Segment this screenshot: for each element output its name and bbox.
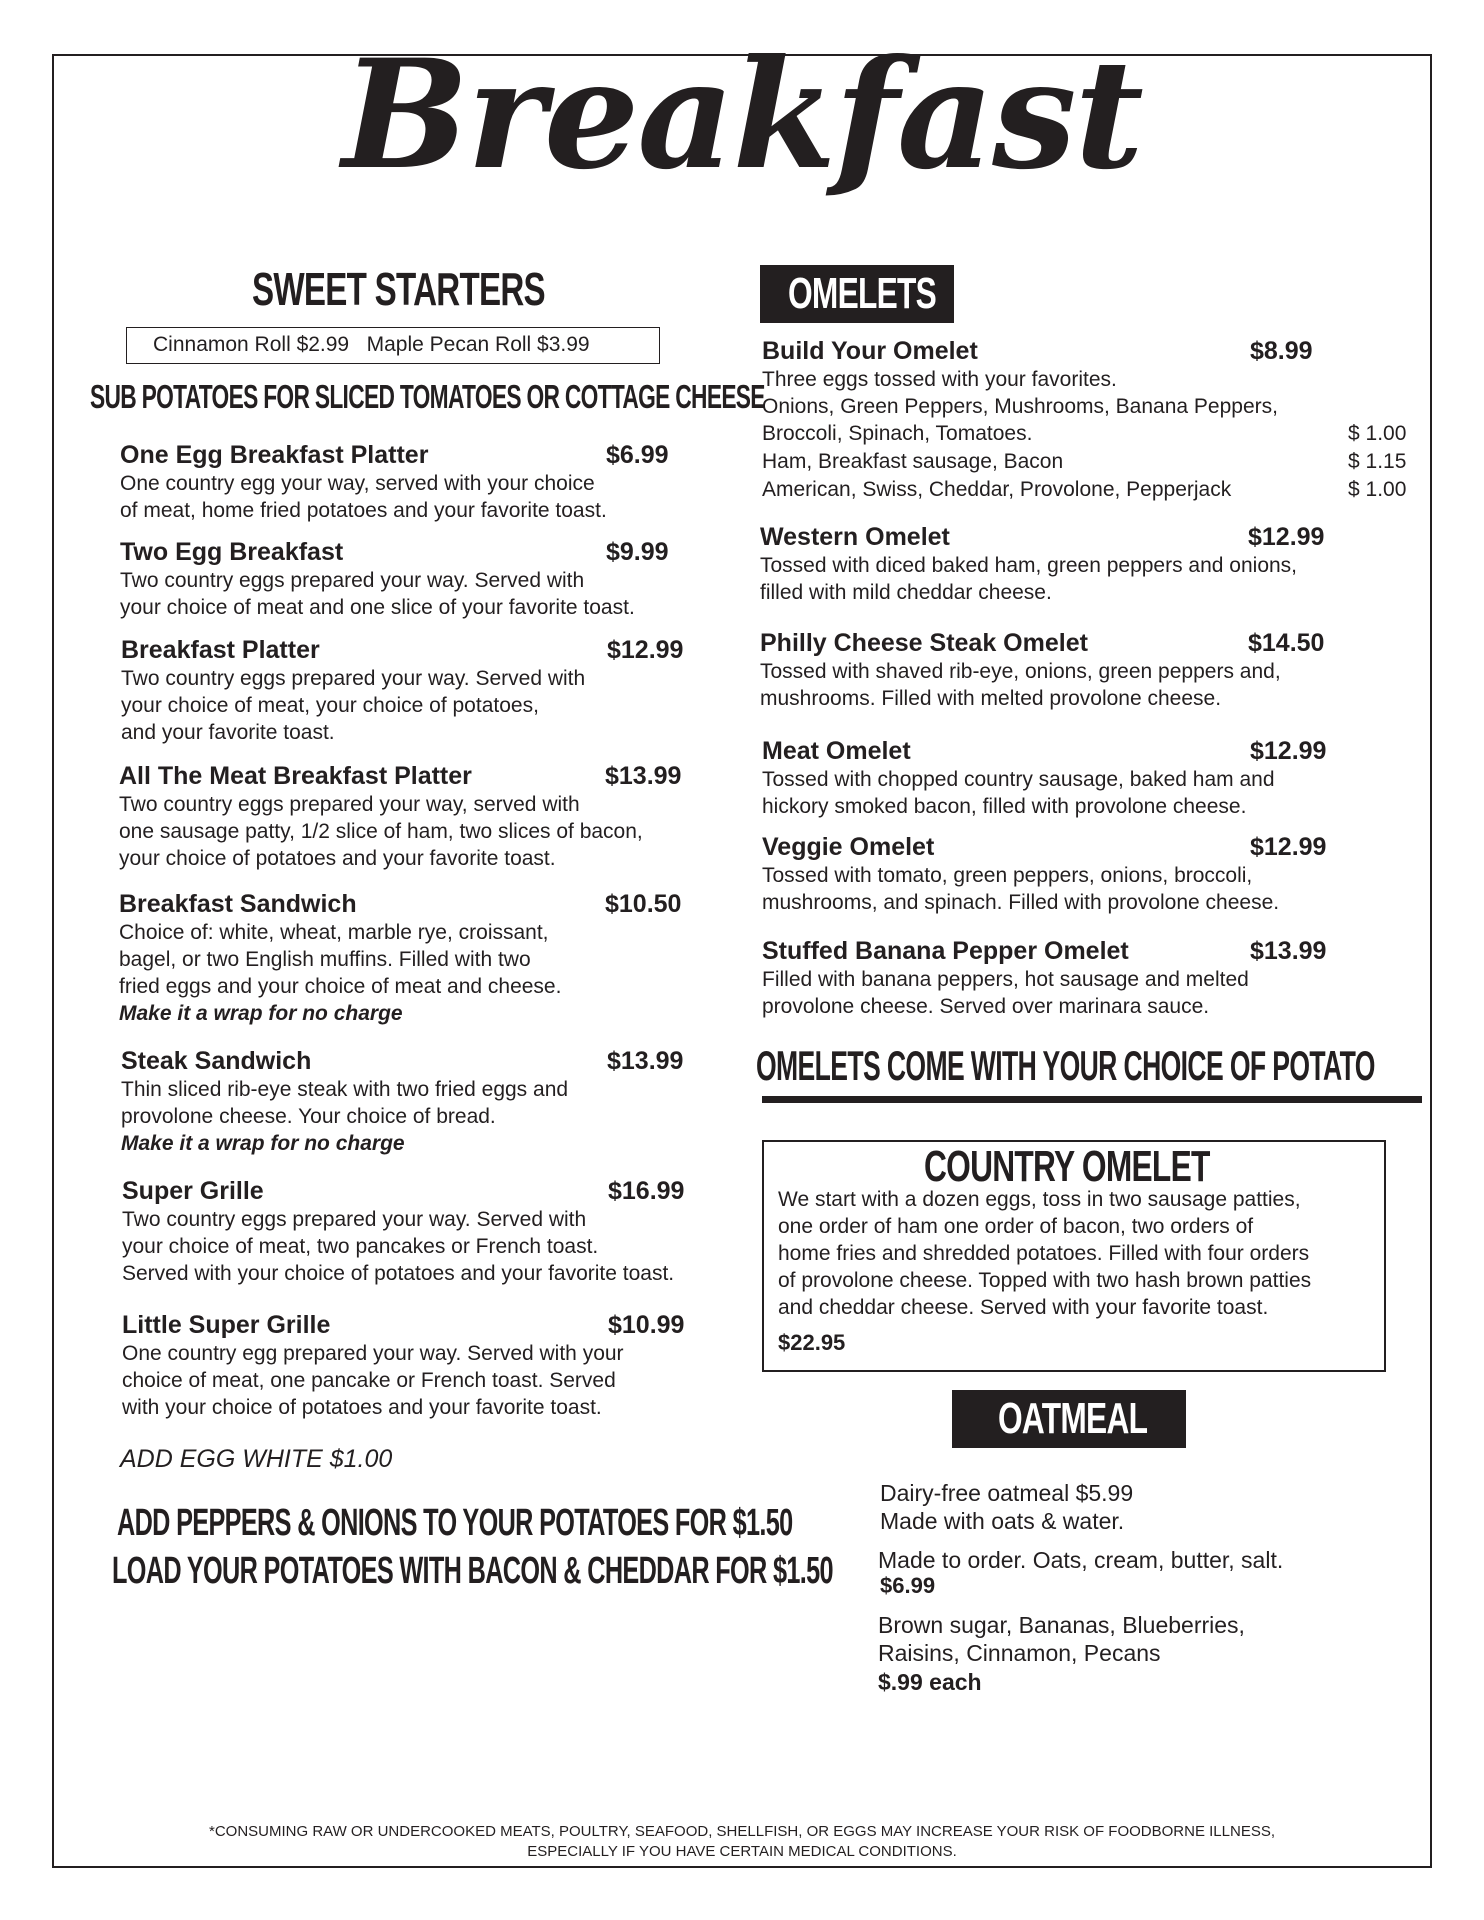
item-description: Tossed with diced baked ham, green peppers and onions, filled with mild cheddar cheese. [760,554,1298,604]
omelet-item [762,832,1422,916]
item-description: Choice of: white, wheat, marble rye, croissant, bagel, or two English muffins. Filled with two fried eggs and your choice of meat and cheese. [119,921,562,998]
oatmeal-toppings: Brown sugar, Bananas, Blueberries, Raisins, Cinnamon, Pecans [878,1612,1245,1666]
omelet-item [762,936,1422,1020]
item-price: $12.99 [1250,833,1327,861]
item-price: $10.50 [605,890,682,918]
addon-price: $ 1.00 [1348,478,1407,501]
item-name: Breakfast Sandwich [119,890,357,918]
omelets-heading [760,265,954,323]
omelet-addon-row [762,476,1412,503]
item-description: Filled with banana peppers, hot sausage and melted provolone cheese. Served over marinara sauce. [762,968,1249,1018]
omelet-potato-note [756,1042,1484,1090]
item-description: Two country eggs prepared your way. Served with your choice of meat, two pancakes or French toast. Served with your choice of potatoes and your favorite toast. [122,1208,675,1285]
item-name: Philly Cheese Steak Omelet [760,629,1088,657]
item-price: $13.99 [605,762,682,790]
item-price: $13.99 [607,1047,684,1075]
item-name: All The Meat Breakfast Platter [119,762,472,790]
item-description: Two country eggs prepared your way. Served with your choice of meat and one slice of your favorite toast. [120,569,635,619]
foodborne-illness-disclaimer: *CONSUMING RAW OR UNDERCOOKED MEATS, POULTRY, SEAFOOD, SHELLFISH, OR EGGS MAY INCREASE YOUR RISK OF FOODBORNE ILLNESS, ESPECIALLY IF YOU HAVE CERTAIN MEDICAL CONDITIONS. [208,1823,1276,1860]
item-price: $9.99 [606,538,669,566]
omelet-item [760,628,1420,712]
potato-addon-bacon-text: LOAD YOUR POTATOES WITH BACON & CHEDDAR FOR $1.50 [112,1550,833,1592]
item-price: $13.99 [1250,937,1327,965]
sweet-starters-items: Cinnamon Roll $2.99 Maple Pecan Roll $3.99 [153,333,590,356]
omelets-heading-text: OMELETS [788,269,937,318]
item-name: Meat Omelet [762,737,911,765]
addon-label: Ham, Breakfast sausage, Bacon [762,450,1064,473]
item-description: Three eggs tossed with your favorites. Onions, Green Peppers, Mushrooms, Banana Peppers, [762,368,1278,418]
item-name: Steak Sandwich [121,1047,312,1075]
oatmeal-price: $6.99 [880,1573,936,1598]
addon-price: $ 1.15 [1348,450,1407,473]
addon-label: American, Swiss, Cheddar, Provolone, Pepperjack [762,478,1232,501]
oatmeal-heading-text: OATMEAL [998,1394,1148,1443]
item-description: Two country eggs prepared your way. Served with your choice of meat, your choice of potatoes, and your favorite toast. [121,667,586,744]
country-omelet-price: $22.95 [778,1330,846,1355]
menu-item [120,537,740,621]
item-note: Make it a wrap for no charge [121,1132,405,1155]
item-description: Two country eggs prepared your way, served with one sausage patty, 1/2 slice of ham, two slices of bacon, your choice of potatoes and your favorite toast. [119,793,643,870]
menu-item [121,1046,741,1157]
omelet-addon-row [762,420,1412,447]
omelet-potato-note-text: OMELETS COME WITH YOUR CHOICE OF POTATO [756,1042,1375,1089]
item-name: Western Omelet [760,523,950,551]
menu-item [119,889,739,1027]
item-description: Tossed with shaved rib-eye, onions, green peppers and, mushrooms. Filled with melted provolone cheese. [760,660,1281,710]
item-name: Build Your Omelet [762,337,978,365]
build-your-omelet [762,336,1422,420]
item-name: Stuffed Banana Pepper Omelet [762,937,1129,965]
sweet-starters-box [126,327,660,364]
item-price: $16.99 [608,1177,685,1205]
menu-item [121,635,741,746]
item-price: $6.99 [606,441,669,469]
oatmeal-heading [952,1390,1186,1448]
item-name: One Egg Breakfast Platter [120,441,429,469]
item-name: Little Super Grille [122,1311,331,1339]
country-omelet-heading-text: COUNTRY OMELET [924,1142,1210,1191]
item-price: $14.50 [1248,629,1325,657]
item-name: Veggie Omelet [762,833,935,861]
sweet-starters-heading-text: SWEET STARTERS [252,263,545,315]
oatmeal-toppings-price: $.99 each [878,1669,982,1695]
potato-addon-peppers-text: ADD PEPPERS & ONIONS TO YOUR POTATOES FOR $1.50 [117,1502,793,1544]
menu-item [119,761,739,872]
divider [762,1096,1422,1103]
egg-white-addon: ADD EGG WHITE $1.00 [120,1445,393,1473]
sub-potatoes-note-text: SUB POTATOES FOR SLICED TOMATOES OR COTTAGE CHEESE [90,378,765,415]
item-description: One country egg prepared your way. Served with your choice of meat, one pancake or French toast. Served with your choice of potatoes and your favorite toast. [122,1342,624,1419]
sweet-starters-heading [252,262,659,316]
item-note: Make it a wrap for no charge [119,1002,403,1025]
item-price: $10.99 [608,1311,685,1339]
item-description: Tossed with chopped country sausage, baked ham and hickory smoked bacon, filled with provolone cheese. [762,768,1275,818]
omelet-item [760,522,1420,606]
addon-label: Broccoli, Spinach, Tomatoes. [762,422,1033,445]
item-description: Thin sliced rib-eye steak with two fried eggs and provolone cheese. Your choice of bread. [121,1078,569,1128]
addon-price: $ 1.00 [1348,422,1407,445]
omelet-addon-row [762,448,1412,475]
item-price: $8.99 [1250,337,1313,365]
item-name: Two Egg Breakfast [120,538,344,566]
item-price: $12.99 [607,636,684,664]
menu-item [122,1310,742,1421]
omelet-item [762,736,1422,820]
item-price: $12.99 [1250,737,1327,765]
item-name: Super Grille [122,1177,264,1205]
menu-item [122,1176,762,1287]
country-omelet-description: We start with a dozen eggs, toss in two sausage patties, one order of ham one order of bacon, two orders of home fries and shredded potatoes. Filled with four orders of provolone cheese. Topped with two hash brown patties and cheddar cheese. Served with your favorite toast. [778,1188,1312,1319]
oatmeal-made-to-order: Made to order. Oats, cream, butter, salt. [878,1547,1284,1573]
item-name: Breakfast Platter [121,636,320,664]
item-price: $12.99 [1248,523,1325,551]
country-omelet-heading [924,1142,1321,1192]
oatmeal-dairy-free: Dairy-free oatmeal $5.99 Made with oats & water. [880,1480,1134,1534]
item-description: One country egg your way, served with your choice of meat, home fried potatoes and your favorite toast. [120,472,607,522]
menu-item [120,440,740,524]
country-omelet-box [762,1140,1386,1372]
item-description: Tossed with tomato, green peppers, onions, broccoli, mushrooms, and spinach. Filled with provolone cheese. [762,864,1280,914]
menu-title: Breakfast [342,27,1142,203]
